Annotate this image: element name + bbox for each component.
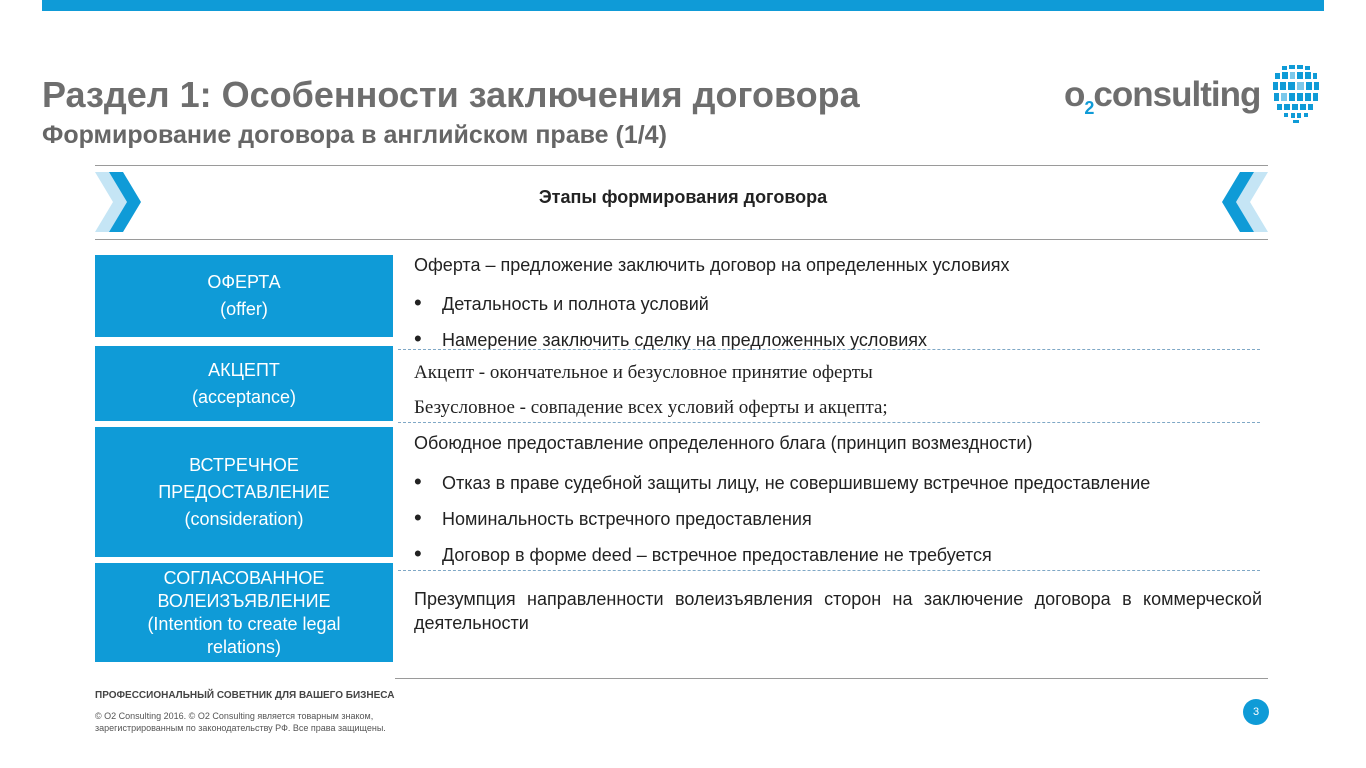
footer-divider: [395, 678, 1268, 679]
company-logo: [1064, 72, 1324, 128]
intention-text: Презумпция направленности волеизъявления сторон на заключение договора в коммерческой деятельности: [414, 589, 1262, 633]
offer-heading: Оферта – предложение заключить договор на определенных условиях: [414, 255, 1010, 275]
page-subtitle: Формирование договора в английском праве (1/4): [42, 121, 667, 149]
acceptance-unconditional: Безусловное - совпадение всех условий оферты и акцепта;: [414, 397, 888, 418]
chevron-left-icon: [1218, 172, 1268, 232]
stage-box-intention: СОГЛАСОВАННОЕ ВОЛЕИЗЪЯВЛЕНИЕ (Intention to create legal relations): [95, 563, 393, 662]
consideration-heading: Обоюдное предоставление определенного блага (принцип возмездности): [414, 433, 1033, 453]
top-accent-bar: [42, 0, 1324, 11]
section-divider: [398, 570, 1260, 571]
list-item: • Детальность и полнота условий: [414, 290, 709, 315]
stage-box-consideration: ВСТРЕЧНОЕ ПРЕДОСТАВЛЕНИЕ (consideration): [95, 427, 393, 557]
stages-divider: [95, 239, 1268, 240]
footer-tagline: ПРОФЕССИОНАЛЬНЫЙ СОВЕТНИК ДЛЯ ВАШЕГО БИЗНЕСА: [95, 690, 395, 701]
page-title: Раздел 1: Особенности заключения договора: [42, 74, 860, 115]
section-divider: [398, 349, 1260, 350]
list-item: • Отказ в праве судебной защиты лицу, не совершившему встречное предоставление: [414, 469, 1151, 494]
logo-text: $o_2consulting$: [1064, 75, 1261, 118]
stage-box-acceptance: АКЦЕПТ (acceptance): [95, 346, 393, 421]
header-divider: [95, 165, 1268, 166]
globe-icon: [1272, 64, 1320, 124]
stage-box-offer: ОФЕРТА (offer): [95, 255, 393, 337]
acceptance-definition: Акцепт - окончательное и безусловное принятие оферты: [414, 362, 873, 383]
page-number: 3: [1243, 699, 1269, 725]
section-divider: [398, 422, 1260, 423]
list-item: • Договор в форме deed – встречное предоставление не требуется: [414, 541, 992, 566]
list-item: • Намерение заключить сделку на предложенных условиях: [414, 326, 928, 351]
footer-copyright: © O2 Consulting 2016. © O2 Consulting является товарным знаком, зарегистрированным по законодательству РФ. Все права защищены.: [95, 711, 386, 733]
list-item: • Номинальность встречного предоставления: [414, 505, 812, 530]
stages-title: Этапы формирования договора: [538, 187, 828, 207]
